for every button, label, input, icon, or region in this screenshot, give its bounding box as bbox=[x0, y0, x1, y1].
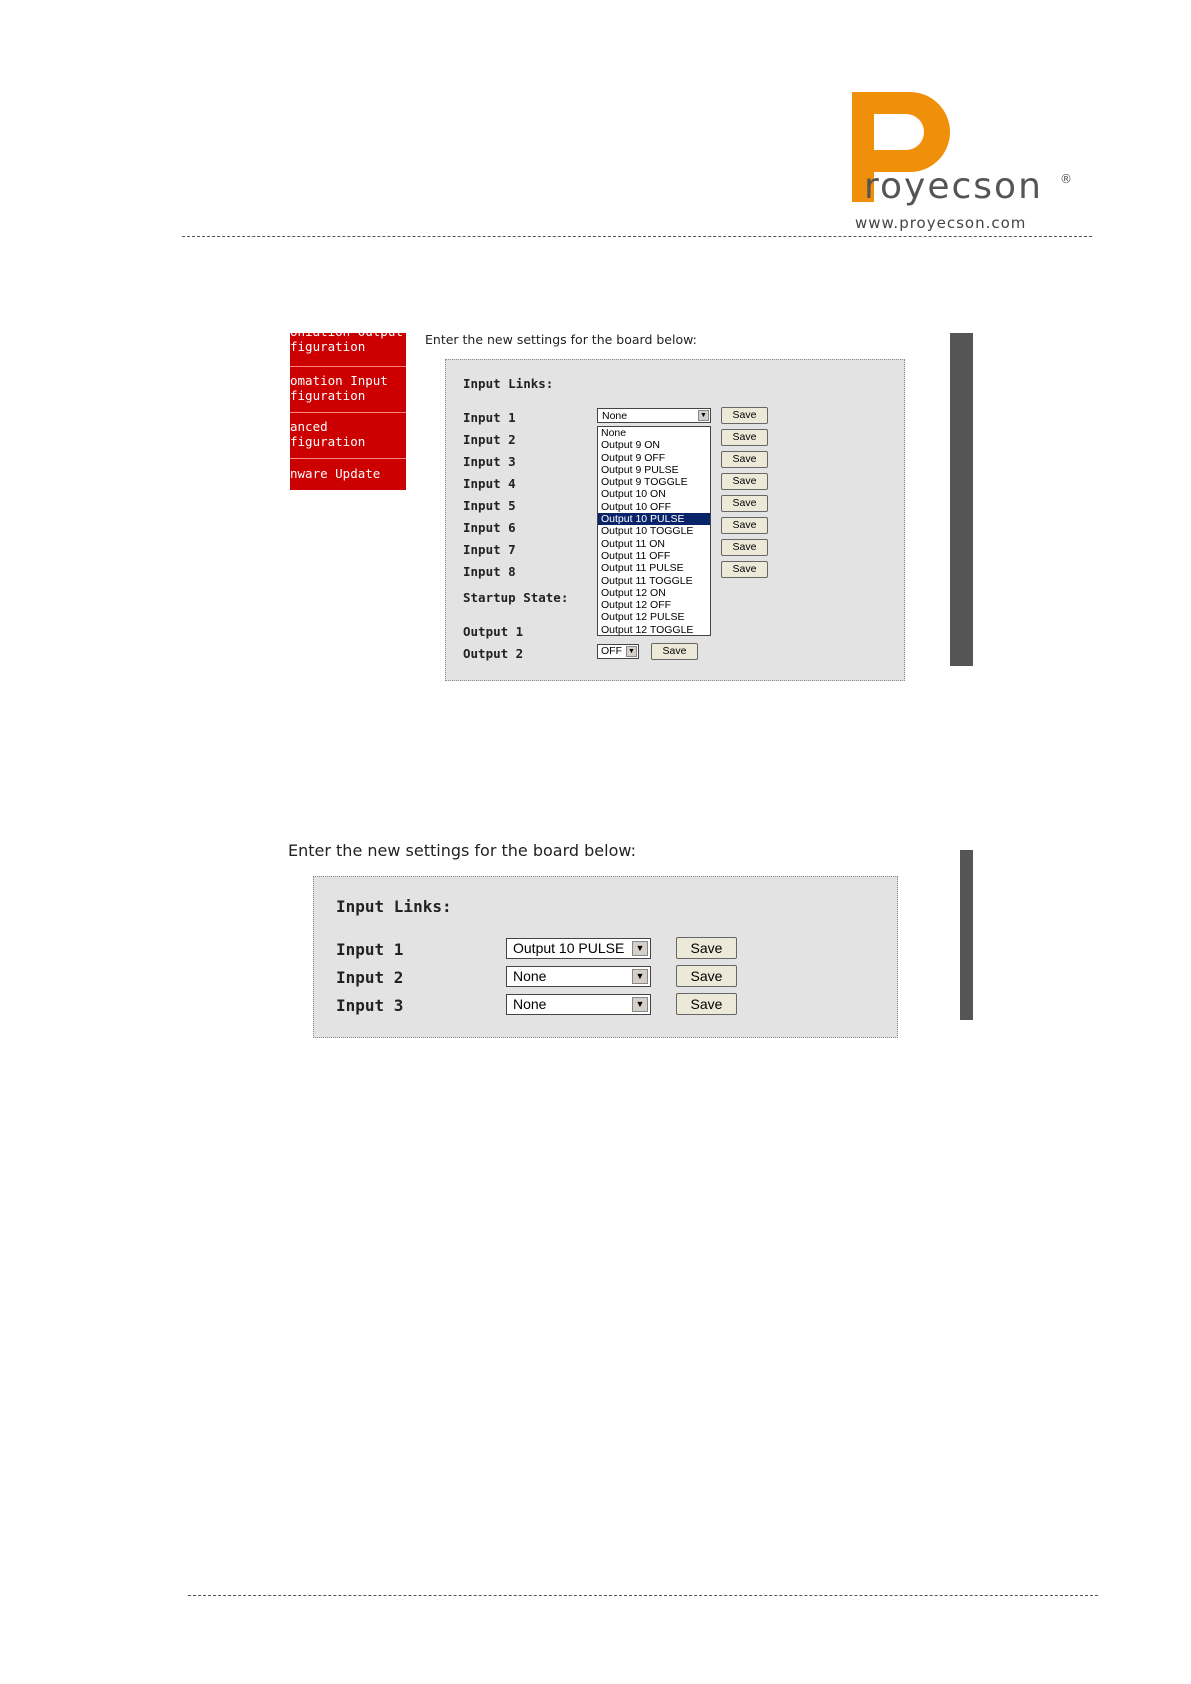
logo-url: www.proyecson.com bbox=[855, 214, 1027, 232]
input-label: Input 3 bbox=[463, 454, 516, 469]
scrollbar[interactable] bbox=[950, 333, 973, 666]
save-button[interactable]: Save bbox=[721, 451, 768, 468]
save-button[interactable]: Save bbox=[721, 429, 768, 446]
dropdown-option[interactable]: Output 9 PULSE bbox=[601, 463, 679, 476]
dropdown-option-selected[interactable]: Output 10 PULSE bbox=[598, 513, 710, 525]
input-1-select[interactable] bbox=[597, 408, 711, 423]
registered-mark: ® bbox=[1060, 172, 1072, 186]
save-button[interactable]: Save bbox=[721, 561, 768, 578]
output-label: Output 2 bbox=[463, 646, 524, 661]
side-menu-item-firmware-update[interactable]: nware Update bbox=[290, 466, 381, 481]
dropdown-list[interactable] bbox=[597, 426, 711, 636]
save-button[interactable]: Save bbox=[721, 539, 768, 556]
header-divider bbox=[182, 236, 1092, 237]
input-label: Input 5 bbox=[463, 498, 516, 513]
select-value: Output 10 PULSE bbox=[513, 940, 625, 956]
settings-panel bbox=[313, 876, 898, 1038]
proyecson-logo bbox=[852, 92, 1072, 232]
dropdown-option[interactable]: Output 10 OFF bbox=[601, 500, 672, 513]
input-label: Input 1 bbox=[336, 940, 404, 959]
dropdown-option[interactable]: Output 11 ON bbox=[601, 537, 666, 550]
save-button[interactable]: Save bbox=[721, 407, 768, 424]
menu-divider bbox=[290, 458, 406, 459]
select-value: OFF bbox=[601, 645, 622, 657]
menu-divider bbox=[290, 366, 406, 367]
footer-divider bbox=[188, 1595, 1098, 1596]
chevron-down-icon[interactable]: ▼ bbox=[626, 646, 637, 657]
input-links-title: Input Links: bbox=[463, 376, 554, 391]
dropdown-option[interactable]: Output 12 TOGGLE bbox=[601, 623, 694, 636]
dropdown-option[interactable]: Output 9 TOGGLE bbox=[601, 476, 688, 489]
side-menu-item-advanced-config[interactable]: anced figuration bbox=[290, 419, 366, 449]
input-label: Input 6 bbox=[463, 520, 516, 535]
save-button[interactable]: Save bbox=[676, 937, 737, 959]
save-button[interactable]: Save bbox=[651, 643, 698, 660]
dropdown-option[interactable]: Output 12 OFF bbox=[601, 599, 672, 612]
select-value: None bbox=[513, 996, 547, 1012]
screenshot-selection-applied bbox=[288, 841, 974, 1020]
chevron-down-icon[interactable]: ▼ bbox=[632, 997, 648, 1012]
input-links-title: Input Links: bbox=[336, 897, 452, 916]
save-button[interactable]: Save bbox=[721, 473, 768, 490]
dropdown-option[interactable]: Output 12 PULSE bbox=[601, 611, 685, 624]
screenshot-dropdown-open bbox=[290, 324, 974, 666]
chevron-down-icon[interactable]: ▼ bbox=[632, 969, 648, 984]
settings-panel bbox=[445, 359, 905, 681]
dropdown-option[interactable]: None bbox=[601, 427, 627, 439]
input-label: Input 2 bbox=[336, 968, 404, 987]
select-value: None bbox=[602, 410, 628, 422]
input-1-select[interactable] bbox=[506, 938, 651, 959]
input-2-select[interactable] bbox=[506, 966, 651, 987]
side-menu-item-input-config[interactable]: omation Input figuration bbox=[290, 373, 388, 403]
scrollbar[interactable] bbox=[960, 850, 973, 1020]
dropdown-option[interactable]: Output 10 TOGGLE bbox=[601, 525, 694, 538]
dropdown-option[interactable]: Output 12 ON bbox=[601, 586, 666, 599]
dropdown-option[interactable]: Output 9 OFF bbox=[601, 451, 666, 464]
output-2-select[interactable] bbox=[597, 644, 639, 659]
chevron-down-icon[interactable]: ▼ bbox=[698, 410, 709, 421]
dropdown-option[interactable]: Output 10 ON bbox=[601, 488, 666, 501]
input-label: Input 7 bbox=[463, 542, 516, 557]
output-label: Output 1 bbox=[463, 624, 524, 639]
chevron-down-icon[interactable]: ▼ bbox=[632, 941, 648, 956]
input-label: Input 3 bbox=[336, 996, 404, 1015]
intro-text: Enter the new settings for the board below: bbox=[288, 841, 636, 860]
dropdown-option[interactable]: Output 11 TOGGLE bbox=[601, 574, 693, 587]
intro-text: Enter the new settings for the board below: bbox=[425, 332, 697, 347]
input-label: Input 8 bbox=[463, 564, 516, 579]
input-label: Input 1 bbox=[463, 410, 516, 425]
side-menu-item-output-config[interactable]: oniation Output figuration bbox=[290, 324, 403, 354]
save-button[interactable]: Save bbox=[721, 517, 768, 534]
startup-state-title: Startup State: bbox=[463, 590, 569, 605]
dropdown-option[interactable]: Output 11 PULSE bbox=[601, 562, 684, 575]
menu-divider bbox=[290, 412, 406, 413]
save-button[interactable]: Save bbox=[676, 965, 737, 987]
save-button[interactable]: Save bbox=[676, 993, 737, 1015]
logo-wordmark: royecson bbox=[864, 166, 1043, 207]
save-button[interactable]: Save bbox=[721, 495, 768, 512]
input-label: Input 4 bbox=[463, 476, 516, 491]
input-label: Input 2 bbox=[463, 432, 516, 447]
side-menu bbox=[290, 324, 406, 490]
dropdown-option[interactable]: Output 9 ON bbox=[601, 439, 660, 452]
dropdown-option[interactable]: Output 11 OFF bbox=[601, 549, 671, 562]
input-3-select[interactable] bbox=[506, 994, 651, 1015]
select-value: None bbox=[513, 968, 547, 984]
